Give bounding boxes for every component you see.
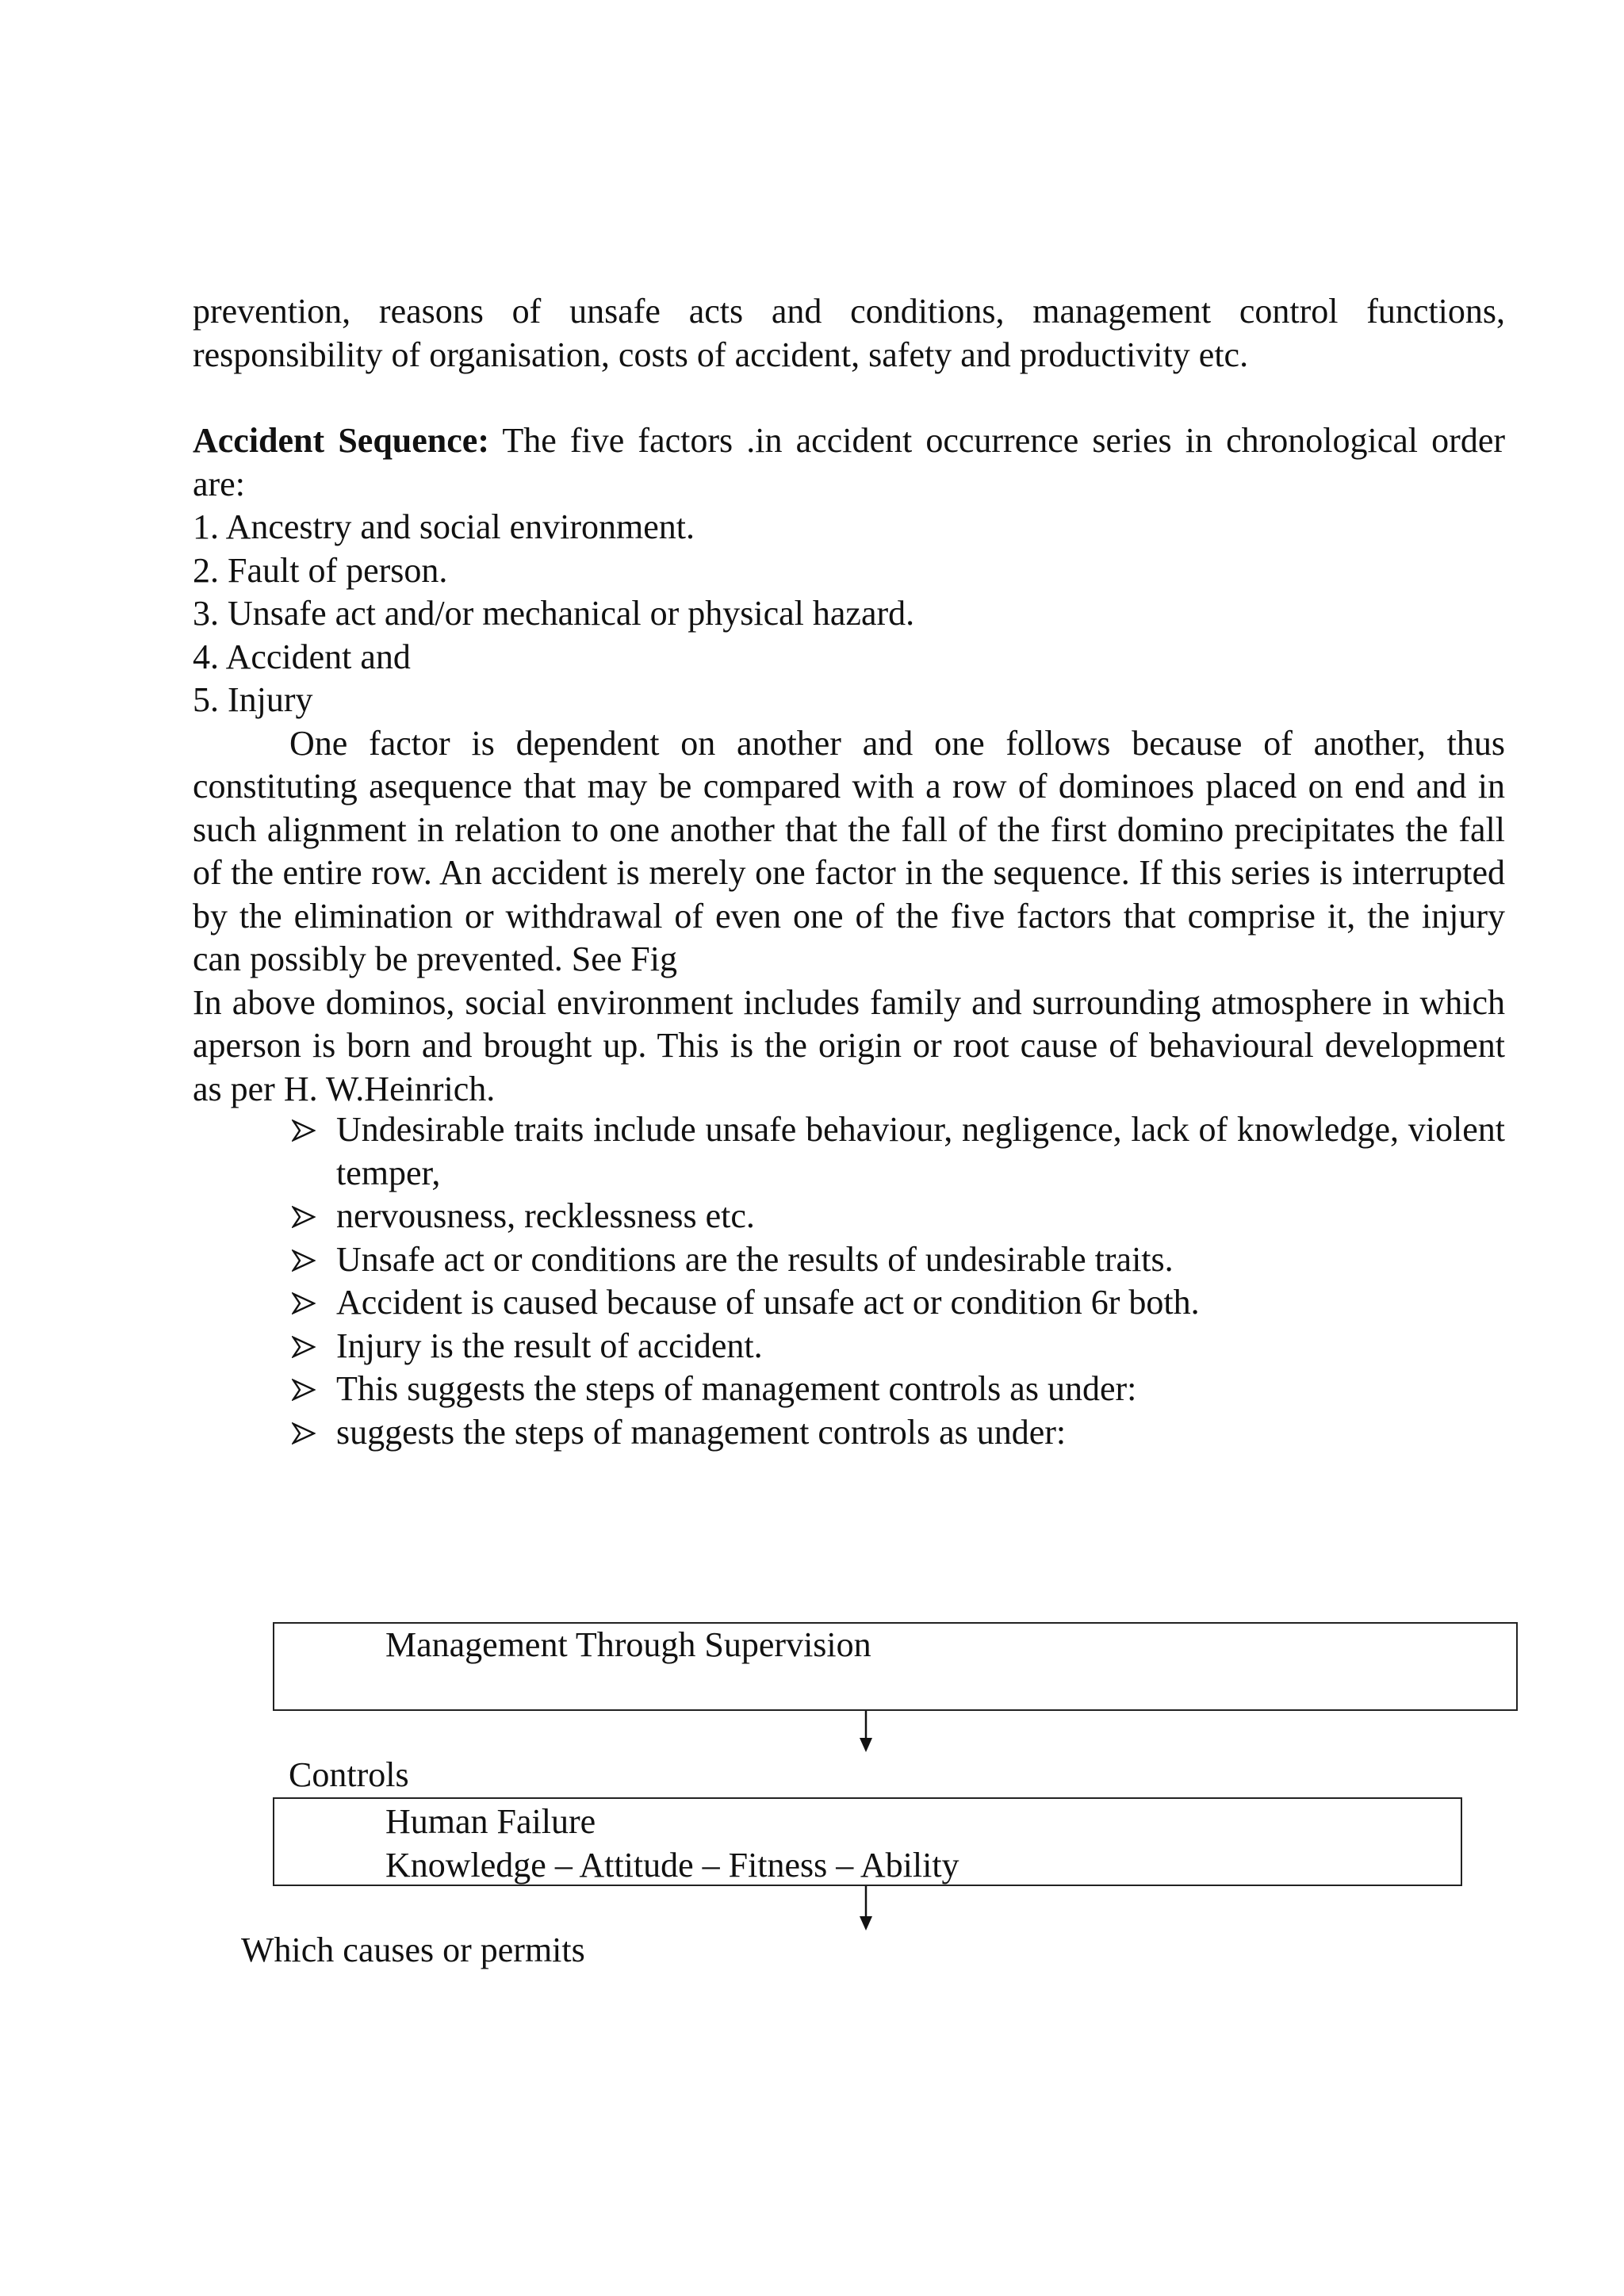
domino-paragraph: One factor is dependent on another and one follows because of another, thus constituting asequence that may be compared with a row of dominoes placed on end and in such alignment in relation to one another that the fall of the first domino precipitates the fall of the entire row. An accident is merely one factor in the sequence. If this series is interrupted by the elimination or withdrawal of even one of the five factors that comprise it, the injury can possibly be prevented. See Fig bbox=[193, 723, 1505, 978]
sequence-item: 4. Accident and bbox=[193, 637, 411, 676]
accident-sequence-lead: The five factors .in accident occurrence series in chronological order are: bbox=[193, 421, 1506, 503]
dominos-social-paragraph: In above dominos, social environment includes family and surrounding atmosphere in which aperson is born and brought up. This is the origin or root cause of behavioural development as per H. W.Heinrich. bbox=[193, 982, 1505, 1108]
arrow-bullet-icon bbox=[292, 1379, 316, 1401]
bullet-item bbox=[292, 1238, 1505, 1282]
human-failure-title: Human Failure bbox=[385, 1802, 596, 1841]
controls-label: Controls bbox=[289, 1755, 409, 1794]
human-failure-box bbox=[273, 1797, 1462, 1886]
bullet-item bbox=[292, 1325, 1505, 1368]
human-failure-factors: Knowledge – Attitude – Fitness – Ability bbox=[385, 1845, 959, 1885]
accident-sequence-intro bbox=[193, 419, 1505, 506]
accident-sequence-section bbox=[193, 419, 1505, 1111]
arrow-bullet-icon bbox=[292, 1119, 316, 1142]
management-supervision-text: Management Through Supervision bbox=[385, 1625, 871, 1664]
bullet-text: Injury is the result of accident. bbox=[336, 1326, 763, 1365]
bullet-text: Unsafe act or conditions are the results of undesirable traits. bbox=[336, 1239, 1174, 1279]
management-supervision-box bbox=[273, 1622, 1518, 1711]
sequence-item: 5. Injury bbox=[193, 680, 313, 719]
arrow-bullet-icon bbox=[292, 1422, 316, 1445]
accident-sequence-heading: Accident Sequence: bbox=[193, 421, 489, 460]
sequence-item: 1. Ancestry and social environment. bbox=[193, 507, 695, 546]
bullet-item bbox=[292, 1281, 1505, 1325]
bullet-item bbox=[292, 1411, 1505, 1455]
down-arrow-icon bbox=[856, 1886, 875, 1931]
traits-bullet-list bbox=[292, 1108, 1505, 1454]
causes-label: Which causes or permits bbox=[241, 1931, 585, 1969]
sequence-item: 2. Fault of person. bbox=[193, 550, 448, 590]
arrow-bullet-icon bbox=[292, 1206, 316, 1228]
intro-paragraph bbox=[193, 290, 1505, 377]
bullet-item bbox=[292, 1195, 1505, 1238]
bullet-item bbox=[292, 1368, 1505, 1411]
bullet-item bbox=[292, 1108, 1505, 1195]
bullet-text: suggests the steps of management controls as under: bbox=[336, 1412, 1067, 1452]
arrow-bullet-icon bbox=[292, 1249, 316, 1272]
arrow-bullet-icon bbox=[292, 1292, 316, 1314]
bullet-text: Accident is caused because of unsafe act or condition 6r both. bbox=[336, 1283, 1200, 1322]
arrow-bullet-icon bbox=[292, 1336, 316, 1358]
sequence-item: 3. Unsafe act and/or mechanical or physical hazard. bbox=[193, 594, 915, 633]
human-failure-text bbox=[385, 1800, 959, 1887]
bullet-text: Undesirable traits include unsafe behaviour, negligence, lack of knowledge, violent temper, bbox=[336, 1110, 1505, 1192]
down-arrow-icon bbox=[856, 1711, 875, 1752]
bullet-text: nervousness, recklessness etc. bbox=[336, 1196, 755, 1235]
intro-text: prevention, reasons of unsafe acts and conditions, management control functions, responsibility of organisation, costs of accident, safety and productivity etc. bbox=[193, 292, 1505, 374]
bullet-text: This suggests the steps of management controls as under: bbox=[336, 1369, 1137, 1408]
